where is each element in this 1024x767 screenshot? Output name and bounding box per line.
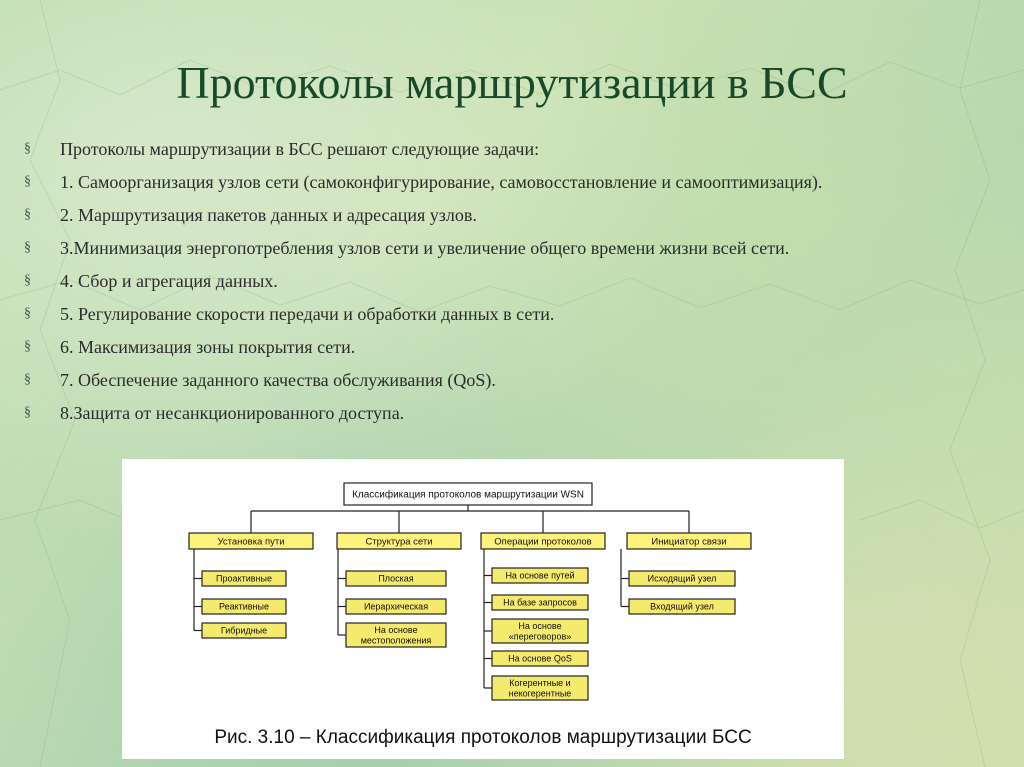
category-node-label: Операции протоколов — [494, 536, 592, 548]
bullet-text: 5. Регулирование скорости передачи и обработки данных в сети. — [60, 304, 555, 324]
bullet-text: 6. Максимизация зоны покрытия сети. — [60, 337, 356, 357]
bullet-marker-icon: § — [24, 273, 31, 288]
bullet-item — [24, 138, 1004, 160]
category-node-label: Инициатор связи — [651, 536, 727, 548]
bullet-marker-icon: § — [24, 141, 31, 156]
item-node-label: Иерархическая — [363, 601, 429, 612]
bullet-text: 1. Самоорганизация узлов сети (самоконфигурирование, самовосстановление и самооптимизация). — [60, 172, 823, 192]
bullet-item — [24, 204, 1004, 226]
bullet-item — [24, 303, 1004, 325]
bullet-item — [24, 402, 1004, 424]
item-node-label: На базе запросов — [503, 597, 577, 608]
item-node-label: Входящий узел — [650, 601, 714, 612]
bullet-item — [24, 171, 1004, 193]
item-node-label: Проактивные — [216, 573, 272, 584]
category-node-label: Структура сети — [365, 536, 433, 548]
bullet-marker-icon: § — [24, 339, 31, 354]
item-node-label: Плоская — [378, 573, 414, 584]
root-node-label: Классификация протоколов маршрутизации WSN — [352, 489, 584, 501]
bullet-text: 7. Обеспечение заданного качества обслуживания (QoS). — [60, 370, 496, 390]
bullet-text: 3.Минимизация энергопотребления узлов сети и увеличение общего времени жизни всей сети. — [60, 238, 790, 258]
classification-diagram — [122, 459, 844, 721]
bullet-text: Протоколы маршрутизации в БСС решают следующие задачи: — [60, 139, 540, 159]
bullet-item — [24, 270, 1004, 292]
bullet-item — [24, 369, 1004, 391]
bullet-item — [24, 336, 1004, 358]
page-title: Протоколы маршрутизации в БСС — [176, 57, 848, 108]
bullet-marker-icon: § — [24, 306, 31, 321]
item-node-label: Когерентные и некогерентные — [508, 677, 572, 699]
item-node-label: На основе «переговоров» — [508, 620, 572, 642]
item-node-label: На основе путей — [505, 570, 575, 581]
bullet-marker-icon: § — [24, 372, 31, 387]
bullet-marker-icon: § — [24, 174, 31, 189]
bullet-text: 4. Сбор и агрегация данных. — [60, 271, 278, 291]
item-node-label: Реактивные — [218, 601, 270, 612]
bullet-text: 8.Защита от несанкционированного доступа. — [60, 403, 405, 423]
bullet-marker-icon: § — [24, 207, 31, 222]
item-node-label: Исходящий узел — [647, 573, 717, 584]
bullet-item — [24, 237, 1004, 259]
bullet-marker-icon: § — [24, 240, 31, 255]
bullet-text: 2. Маршрутизация пакетов данных и адресация узлов. — [60, 205, 477, 225]
item-node-label: На основе QoS — [508, 653, 572, 664]
item-node-label: Гибридные — [220, 625, 268, 636]
figure-caption: Рис. 3.10 – Классификация протоколов маршрутизации БСС — [214, 727, 752, 748]
bullet-marker-icon: § — [24, 405, 31, 420]
item-node-label: На основе местоположения — [360, 624, 432, 646]
classification-figure — [122, 459, 844, 759]
bullet-list — [24, 138, 1004, 435]
category-node-label: Установка пути — [217, 536, 285, 548]
